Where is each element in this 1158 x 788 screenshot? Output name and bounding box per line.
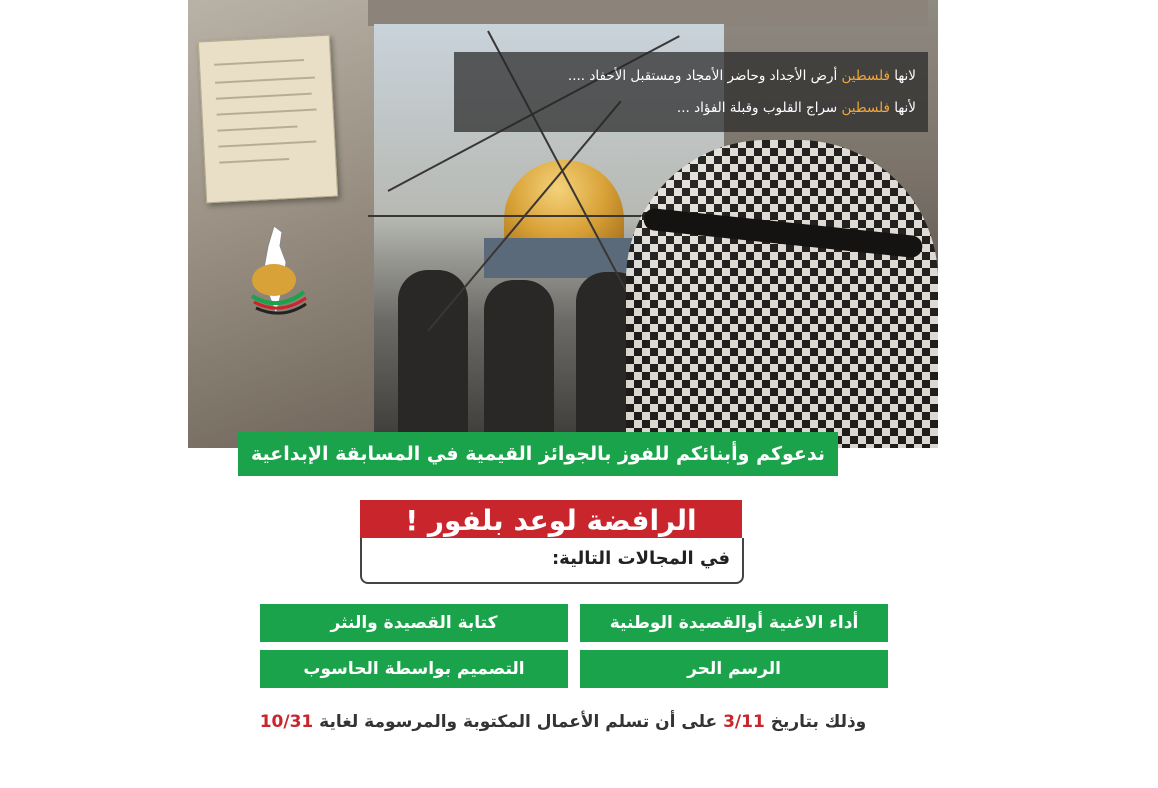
fields-heading-box [360, 538, 744, 584]
poster [188, 0, 938, 788]
quote-line-2 [677, 100, 916, 116]
quote-line-1-rest: أرض الأجداد وحاضر الأمجاد ومستقبل الأحفاد .... [567, 68, 838, 84]
organization-logo-icon [244, 222, 308, 318]
footer-part2: على أن تسلم الأعمال المكتوبة والمرسومة لغاية [319, 712, 718, 732]
old-document [198, 35, 338, 204]
footer-note [228, 712, 898, 732]
fields-heading: في المجالات التالية: [551, 548, 730, 569]
kufiya-figure [626, 140, 938, 448]
quote-line-1-prefix: لانها [894, 68, 916, 84]
quote-line-2-rest: سراج القلوب وقبلة الفؤاد ... [676, 100, 838, 116]
poster-photo [188, 0, 938, 448]
document-line [217, 125, 297, 131]
footer-date2: 10/31 [259, 712, 314, 732]
document-line [215, 76, 315, 83]
quote-box [454, 52, 928, 132]
field-computer-design: التصميم بواسطة الحاسوب [260, 650, 568, 688]
quote-line-2-highlight: فلسطين [841, 100, 890, 116]
field-song: أداء الاغنية أوالقصيدة الوطنية [580, 604, 888, 642]
invitation-banner: ندعوكم وأبنائكم للفوز بالجوائز القيمية في المسابقة الإبداعية [238, 432, 838, 476]
quote-line-2-prefix: لأنها [894, 100, 916, 116]
quote-line-1 [568, 68, 916, 84]
document-line [216, 93, 312, 100]
quote-line-1-highlight: فلسطين [841, 68, 890, 84]
footer-date1: 3/11 [723, 712, 765, 732]
document-line [214, 59, 304, 66]
competition-title: الرافضة لوعد بلفور ! [360, 500, 742, 540]
wall-top [368, 0, 928, 26]
field-drawing: الرسم الحر [580, 650, 888, 688]
document-line [219, 158, 289, 164]
field-poetry: كتابة القصيدة والنثر [260, 604, 568, 642]
document-line [218, 141, 316, 148]
figure-2 [484, 280, 554, 448]
footer-part1: وذلك بتاريخ [770, 712, 867, 732]
document-line [217, 108, 317, 115]
